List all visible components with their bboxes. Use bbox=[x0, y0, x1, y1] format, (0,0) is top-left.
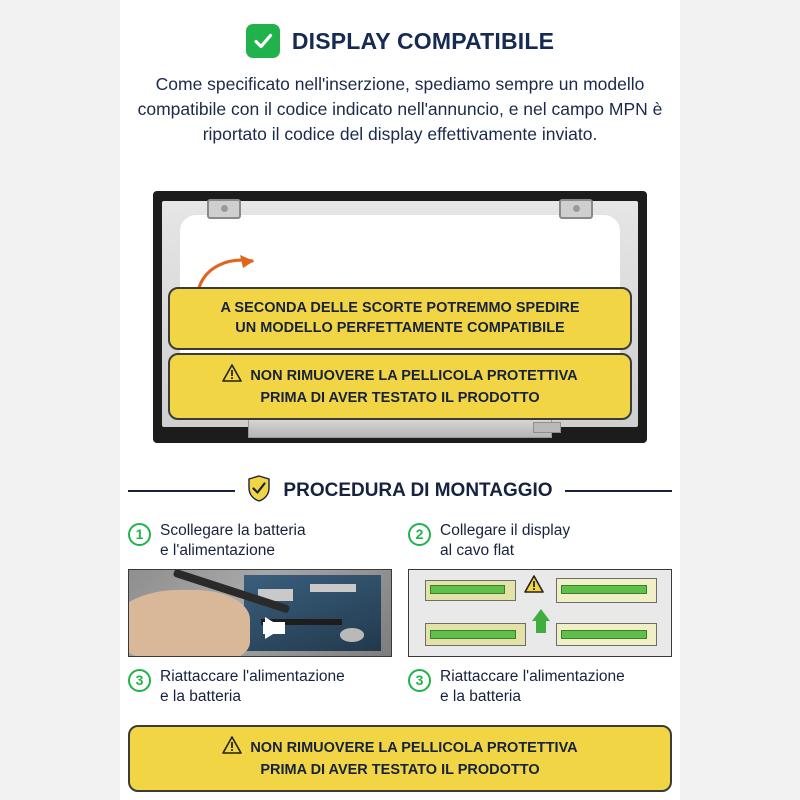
screw bbox=[340, 628, 365, 642]
step-1-line2: e l'alimentazione bbox=[160, 541, 275, 559]
step-3-right-number: 3 bbox=[408, 669, 431, 692]
warning-triangle-icon bbox=[524, 575, 544, 598]
step-3-right-text bbox=[440, 667, 625, 707]
check-badge-icon bbox=[246, 24, 280, 58]
procedure-steps-bottom bbox=[128, 667, 672, 707]
step-1-number: 1 bbox=[128, 523, 151, 546]
step-1 bbox=[128, 521, 392, 657]
step-3-left-text bbox=[160, 667, 345, 707]
insert-arrow-icon bbox=[532, 609, 550, 621]
socket-contacts-2 bbox=[561, 630, 647, 639]
rule-right bbox=[565, 490, 672, 492]
footer-warning-line1: NON RIMUOVERE LA PELLICOLA PROTETTIVA bbox=[250, 740, 578, 756]
page-title: DISPLAY COMPATIBILE bbox=[291, 27, 555, 54]
warning-triangle-icon bbox=[222, 736, 242, 760]
step-1-text bbox=[160, 521, 306, 561]
right-side-band bbox=[680, 0, 800, 800]
chip bbox=[310, 584, 356, 592]
shield-icon bbox=[247, 475, 271, 507]
direction-arrow-icon bbox=[265, 617, 283, 639]
step-3-left bbox=[128, 667, 392, 707]
procedure-title: PROCEDURA DI MONTAGGIO bbox=[283, 479, 553, 501]
step-2-line1: Collegare il display bbox=[440, 521, 571, 539]
content-column bbox=[120, 0, 680, 800]
procedure-header bbox=[128, 475, 672, 507]
display-panel-illustration bbox=[120, 169, 680, 469]
footer-warning-line2: PRIMA DI AVER TESTATO IL PRODOTTO bbox=[260, 762, 540, 778]
panel-foot bbox=[248, 418, 552, 438]
step-1-line1: Scollegare la batteria bbox=[160, 521, 306, 539]
left-side-band bbox=[0, 0, 120, 800]
step-2-text bbox=[440, 521, 570, 561]
step-2 bbox=[408, 521, 672, 657]
panel-bracket-left bbox=[207, 199, 241, 219]
step-3-left-number: 3 bbox=[128, 669, 151, 692]
step-1-photo bbox=[128, 569, 392, 657]
compatibility-callout-line1: A SECONDA DELLE SCORTE POTREMMO SPEDIRE bbox=[220, 299, 580, 316]
compatibility-callout-line2: UN MODELLO PERFETTAMENTE COMPATIBILE bbox=[235, 319, 565, 336]
step-3-right-line1: Riattaccare l'alimentazione bbox=[440, 667, 625, 685]
step-2-line2: al cavo flat bbox=[440, 541, 515, 559]
connector-contacts-2 bbox=[430, 630, 516, 639]
footer-warning-banner bbox=[128, 725, 672, 792]
step-3-right bbox=[408, 667, 672, 707]
header bbox=[120, 24, 680, 58]
intro-text: Come specificato nell'inserzione, spediamo sempre un modello compatibile con il codice indicato nell'annuncio, e nel campo MPN è riportato il codice del display effettivamente inviato. bbox=[137, 74, 663, 144]
hand bbox=[128, 590, 250, 656]
compatibility-callout bbox=[168, 287, 632, 350]
step-3-right-line2: e la batteria bbox=[440, 687, 521, 705]
film-warning-line2: PRIMA DI AVER TESTATO IL PRODOTTO bbox=[260, 389, 540, 406]
connector-contacts bbox=[430, 585, 505, 594]
rule-left bbox=[128, 490, 235, 492]
step-3-left-line2: e la batteria bbox=[160, 687, 241, 705]
warning-triangle-icon bbox=[222, 364, 242, 388]
panel-bracket-right bbox=[559, 199, 593, 219]
film-warning-callout bbox=[168, 353, 632, 420]
film-warning-line1: NON RIMUOVERE LA PELLICOLA PROTETTIVA bbox=[250, 367, 578, 384]
procedure-steps-top bbox=[128, 521, 672, 657]
socket-contacts bbox=[561, 585, 647, 594]
motherboard bbox=[244, 575, 380, 651]
step-3-left-line1: Riattaccare l'alimentazione bbox=[160, 667, 345, 685]
step-2-photo bbox=[408, 569, 672, 657]
panel-foot-tab bbox=[533, 422, 561, 433]
step-2-number: 2 bbox=[408, 523, 431, 546]
